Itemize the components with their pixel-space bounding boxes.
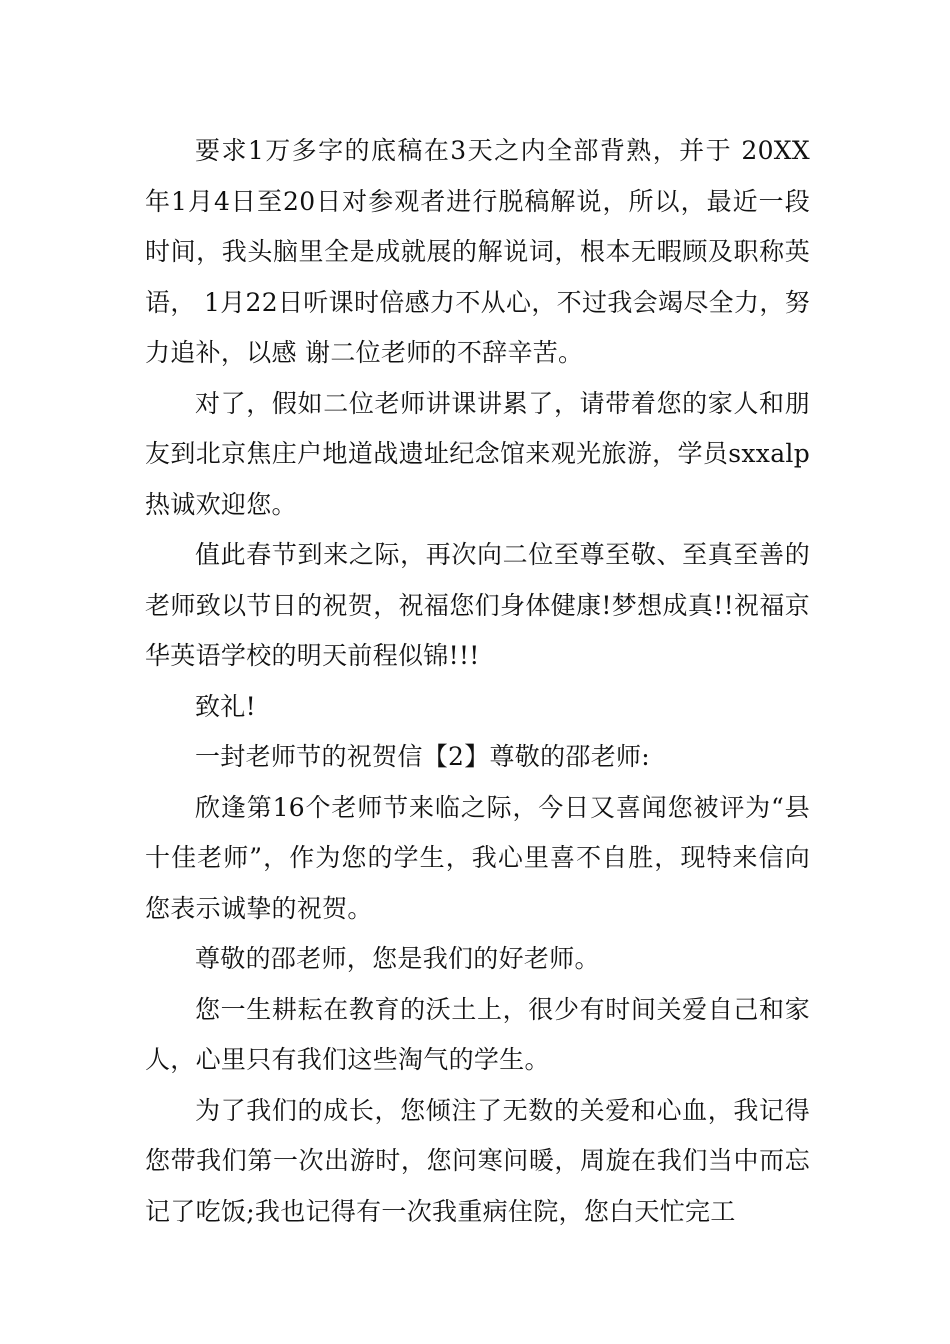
- paragraph-3: 值此春节到来之际，再次向二位至尊至敬、至真至善的老师致以节日的祝贺，祝福您们身体健康!梦想成真!!祝福京华英语学校的明天前程似锦!!!: [145, 540, 810, 670]
- paragraph-1: 要求1万多字的底稿在3天之内全部背熟，并于 20XX年1月4日至20日对参观者进行脱稿解说，所以，最近一段时间，我头脑里全是成就展的解说词，根本无暇顾及职称英语， 1月22日听课时倍感力不从心，不过我会竭尽全力，努力追补，以感 谢二位老师的不辞辛苦。: [145, 136, 810, 367]
- paragraph-7: 为了我们的成长，您倾注了无数的关爱和心血，我记得您带我们第一次出游时，您问寒问暖，周旋在我们当中而忘记了吃饭;我也记得有一次我重病住院，您白天忙完工: [145, 1095, 810, 1226]
- paragraph-5: 尊敬的邵老师，您是我们的好老师。: [195, 944, 600, 973]
- document-body: [145, 126, 810, 1237]
- paragraph-letter-title: 一封老师节的祝贺信【2】尊敬的邵老师:: [195, 742, 651, 771]
- paragraph-6: 您一生耕耘在教育的沃土上，很少有时间关爱自己和家人，心里只有我们这些淘气的学生。: [145, 994, 810, 1074]
- paragraph-2: 对了，假如二位老师讲课讲累了，请带着您的家人和朋友到北京焦庄户地道战遗址纪念馆来观光旅游，学员sxxalp热诚欢迎您。: [145, 388, 810, 519]
- paragraph-closing: 致礼!: [195, 691, 256, 721]
- paragraph-4: 欣逢第16个老师节来临之际，今日又喜闻您被评为“县十佳老师”，作为您的学生，我心里喜不自胜，现特来信向您表示诚挚的祝贺。: [145, 792, 810, 923]
